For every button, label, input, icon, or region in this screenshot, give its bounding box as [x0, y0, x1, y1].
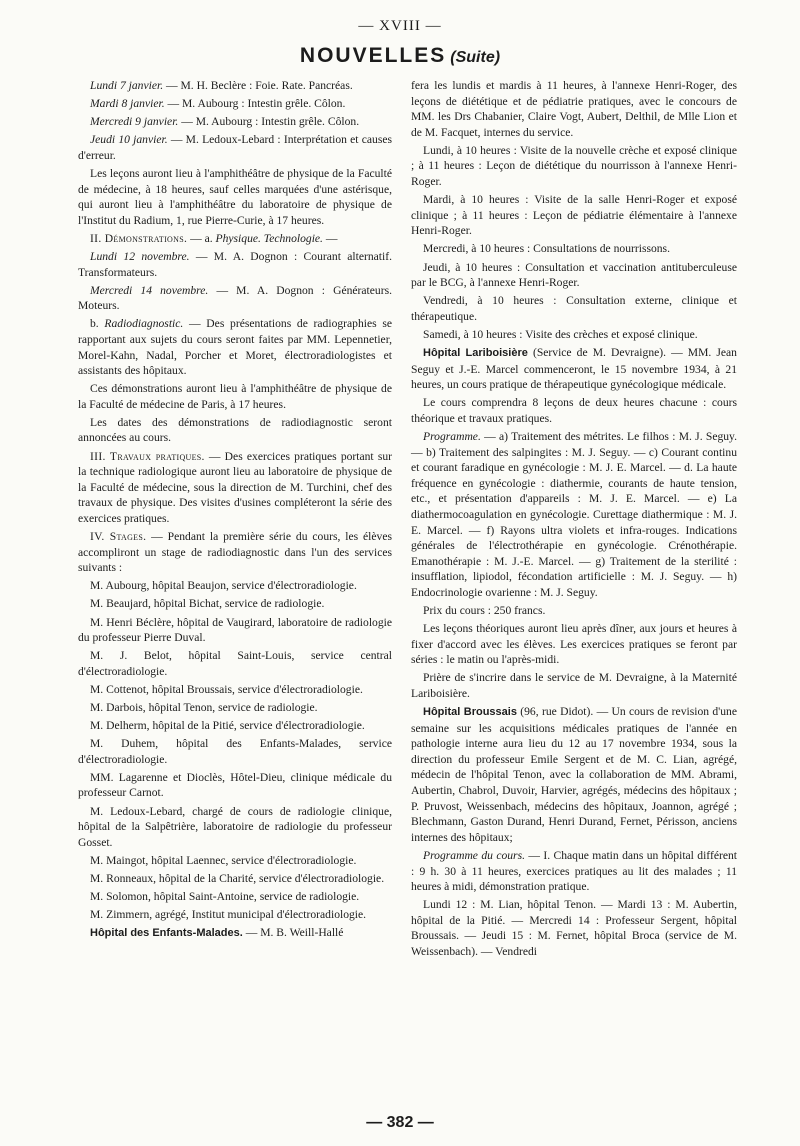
paragraph	[78, 114, 392, 130]
paragraph	[78, 166, 392, 228]
item-letter: — a.	[187, 231, 216, 245]
paragraph-text: — M. A. Dognon : Courant alternatif. Transformateurs.	[78, 249, 392, 279]
paragraph	[411, 327, 737, 343]
paragraph-text: MM. Lagarenne et Dioclès, Hôtel-Dieu, clinique médicale du professeur Carnot.	[78, 770, 392, 800]
paragraph	[78, 804, 392, 851]
section-title	[0, 44, 800, 68]
paragraph	[78, 889, 392, 905]
paragraph-text: Prière de s'incrire dans le service de M. Devraigne, à la Maternité Lariboisière.	[411, 671, 737, 700]
paragraph-text: — M. H. Beclère : Foie. Rate. Pancréas.	[163, 79, 353, 92]
italic-label: Jeudi 10 janvier.	[90, 133, 168, 147]
paragraph-text: — I. Chaque matin dans un hôpital différent : 9 h. 30 à 11 heures, exercices pratiques au lit des malades ; 11 heures à midi, démonstration pratique.	[411, 848, 737, 894]
italic-label: Programme du cours.	[423, 848, 525, 862]
paragraph	[411, 293, 737, 324]
paragraph-text: M. Ronneaux, hôpital de la Charité, service d'électroradiologie.	[90, 871, 385, 885]
paragraph	[411, 897, 737, 959]
paragraph-text: Mercredi, à 10 heures : Consultations de nourrissons.	[423, 242, 670, 256]
right-column	[411, 78, 737, 962]
paragraph-text: — Des exercices pratiques portant sur la technique radiologique auront lieu au laboratoire de physique de la Faculté de médecine, sous la direction de M. Turchini, chef des travaux de physique. Des visites d'usines compléteront la série des exercices pratiques.	[78, 449, 392, 525]
paragraph	[411, 395, 737, 426]
left-column	[78, 78, 392, 944]
italic-label: Programme.	[423, 429, 481, 443]
paragraph	[78, 682, 392, 698]
paragraph-text: M. Darbois, hôpital Tenon, service de radiologie.	[90, 700, 318, 714]
section-label: III. Travaux pratiques.	[90, 449, 205, 463]
paragraph	[78, 700, 392, 716]
paragraph	[411, 241, 737, 257]
paragraph-text: Lundi 12 : M. Lian, hôpital Tenon. — Mardi 13 : M. Aubertin, hôpital de la Pitié. — Mercredi 14 : Professeur Sergent, hôpital Broussais. — Jeudi 15 : M. Fernet, hôpital Broca (service de M. Weissenbach). — Vendredi	[411, 898, 737, 958]
section-label: II. Démonstrations.	[90, 231, 188, 245]
italic-label: Mercredi 14 novembre.	[90, 283, 209, 297]
paragraph-text: M. Henri Béclère, hôpital de Vaugirard, laboratoire de radiologie du professeur Pierre Duval.	[78, 615, 392, 645]
paragraph	[78, 415, 392, 446]
paragraph-text: Les dates des démonstrations de radiodiagnostic seront annoncées au cours.	[78, 415, 392, 445]
paragraph-text: (96, rue Didot). — Un cours de revision d'une semaine sur les acquisitions médicales pratiques de l'année en pathologie interne aura lieu du 12 au 17 novembre 1934, sous la direction du professeur Emile Sergent et de M. C. Lian, agrégé, médecin de l'hôpital Tenon, avec la collaboration de MM. Abrami, Aubertin, Chabrol, Duvoir, Harvier, agrégés, médecins des hôpitaux ; P. Pruvost, Weissenbach, médecins des hôpitaux, Joannon, agrégé ; Blechmann, Gaston Durand, Henri Durand, Fernet, Périsson, anciens internes des hôpitaux;	[411, 705, 737, 844]
paragraph	[78, 231, 392, 247]
italic-label: Mercredi 9 janvier.	[90, 115, 179, 129]
heading-label: Hôpital Broussais	[423, 706, 517, 719]
paragraph-text: — M. Aubourg : Intestin grêle. Côlon.	[178, 115, 360, 129]
section-label: IV. Stages.	[90, 530, 147, 544]
paragraph	[78, 853, 392, 869]
paragraph	[411, 670, 737, 701]
paragraph-text: — M. A. Dognon : Générateurs. Moteurs.	[78, 283, 392, 313]
paragraph-text: Mardi, à 10 heures : Visite de la salle Henri-Roger et exposé clinique ; à 11 heures : Leçon de pédiatrie élémentaire à l'annexe Henri-Roger.	[411, 193, 737, 238]
paragraph	[78, 907, 392, 923]
paragraph	[78, 132, 392, 163]
paragraph	[78, 718, 392, 734]
italic-label: Physique. Technologie.	[215, 231, 323, 245]
paragraph-text: Prix du cours : 250 francs.	[423, 604, 546, 617]
paragraph	[411, 429, 737, 601]
paragraph	[78, 316, 392, 378]
paragraph	[78, 578, 392, 594]
paragraph	[78, 648, 392, 679]
paragraph-text: M. Duhem, hôpital des Enfants-Malades, service d'électroradiologie.	[78, 737, 392, 766]
paragraph	[78, 925, 392, 942]
paragraph	[411, 260, 737, 291]
paragraph-text: Jeudi, à 10 heures : Consultation et vaccination antituberculeuse par le BCG, à l'annexe Henri-Roger.	[411, 260, 737, 290]
italic-label: Lundi 7 janvier.	[90, 79, 164, 92]
paragraph-text: Samedi, à 10 heures : Visite des crèches et exposé clinique.	[423, 327, 698, 341]
paragraph	[411, 78, 737, 140]
section-title-main: NOUVELLES	[299, 44, 447, 67]
paragraph	[78, 529, 392, 576]
paragraph	[78, 615, 392, 646]
paragraph	[78, 770, 392, 801]
paragraph-text: Ces démonstrations auront lieu à l'amphithéâtre de physique de la Faculté de médecine de Paris, à 17 heures.	[78, 382, 392, 411]
paragraph	[411, 143, 737, 190]
paragraph-text: —	[322, 231, 338, 245]
paragraph-text: M. Ledoux-Lebard, chargé de cours de radiologie clinique, hôpital de la Salpêtrière, laboratoire de radiologie du professeur Gosset.	[78, 804, 392, 849]
paragraph-text: Les leçons auront lieu à l'amphithéâtre de physique de la Faculté de médecine, à 18 heures, sauf celles marquées d'une astérisque, qui auront lieu à l'amphithéâtre du laboratoire de physique de l'Institut du Radium, 1, rue Pierre-Curie, à 17 heures.	[78, 166, 392, 227]
paragraph	[411, 848, 737, 895]
paragraph-text: Les leçons théoriques auront lieu après dîner, aux jours et heures à fixer d'accord avec les élèves. Les exercices pratiques se feront par séries : le matin ou l'après-midi.	[411, 622, 737, 667]
paragraph-text: Lundi, à 10 heures : Visite de la nouvelle crèche et exposé clinique ; à 11 heures : Leçon de diététique du nourrisson à l'annexe Henri-Roger.	[411, 143, 737, 189]
paragraph-text: M. Solomon, hôpital Saint-Antoine, service de radiologie.	[90, 890, 360, 903]
paragraph-text: M. Aubourg, hôpital Beaujon, service d'électroradiologie.	[90, 579, 357, 593]
paragraph-text: M. Cottenot, hôpital Broussais, service d'électroradiologie.	[90, 682, 363, 696]
paragraph	[411, 603, 737, 619]
italic-label: Mardi 8 janvier.	[90, 97, 165, 111]
paragraph-text: fera les lundis et mardis à 11 heures, à l'annexe Henri-Roger, des leçons de diététique et de pédiatrie pratiques, avec le concours de MM. les Drs Chabanier, Claire Vogt, Aubert, Delthil, de Mlle Lion et de M. Facquet, internes du service.	[411, 79, 737, 139]
paragraph	[411, 192, 737, 239]
paragraph-text: M. Maingot, hôpital Laennec, service d'électroradiologie.	[90, 853, 357, 867]
paragraph-text: — Des présentations de radiographies se rapportant aux sujets du cours seront faites par MM. Lepennetier, Morel-Kahn, Nadal, Porcher et Moret, électroradiologistes et assistants des hôpitaux.	[78, 317, 393, 378]
heading-label: Hôpital des Enfants-Malades.	[90, 927, 243, 940]
paragraph-text: M. Zimmern, agrégé, Institut municipal d'électroradiologie.	[90, 908, 367, 922]
paragraph-text: — M. Ledoux-Lebard : Interprétation et causes d'erreur.	[78, 133, 393, 162]
paragraph-text: — a) Traitement des métrites. Le filhos : M. J. Seguy. — b) Traitement des salpingites : M. J. Seguy. — c) Courant continu et courant faradique en gynécologie : M. J. E. Marcel. — d. La haute fréquence en gynécologie : diathermie, courants de haute tension, etc., et présentation d'appareils : M. J. E. Marcel. — e) La diathermocoagulation en gynécologie. Curettage diathermique : M. J. E. Marcel. — f) Rayons ultra violets et infra-rouges. Indications générales de l'électrothérapie en gynécologie. Crénothérapie. Emanothérapie : M. J.-E. Marcel. — g) Traitement de la sterilité : insufflation, lipiodol, fécondation artificielle : M. J. Seguy. — h) Endocrinologie ovarienne : M. J. Seguy.	[411, 429, 737, 599]
paragraph	[78, 78, 392, 94]
paragraph	[78, 871, 392, 887]
italic-label: Radiodiagnostic.	[104, 317, 184, 331]
heading-label: Hôpital Lariboisière	[423, 347, 528, 359]
page-number: — 382 —	[366, 1114, 434, 1131]
page-roman-numeral: — XVIII —	[358, 18, 442, 34]
paragraph	[78, 736, 392, 767]
paragraph	[78, 96, 392, 112]
paragraph	[78, 283, 392, 314]
paragraph-text: (Service de M. Devraigne). — MM. Jean Seguy et J.-E. Marcel commenceront, le 15 novembre 1934, à 21 heures, un cours pratique de thérapeutique gynécologique médicale.	[411, 346, 737, 392]
paragraph	[78, 596, 392, 612]
paragraph	[78, 381, 392, 412]
item-letter: b.	[90, 317, 105, 331]
paragraph	[78, 449, 392, 527]
paragraph	[78, 249, 392, 280]
paragraph	[411, 345, 737, 393]
paragraph-text: Vendredi, à 10 heures : Consultation externe, clinique et thérapeutique.	[411, 294, 737, 323]
italic-label: Lundi 12 novembre.	[90, 249, 190, 263]
paragraph-text: M. Delherm, hôpital de la Pitié, service d'électroradiologie.	[90, 719, 365, 733]
paragraph-text: M. J. Belot, hôpital Saint-Louis, service central d'électroradiologie.	[78, 649, 392, 678]
paragraph-text: — M. Aubourg : Intestin grêle. Côlon.	[164, 97, 346, 111]
paragraph-text: Le cours comprendra 8 leçons de deux heures chacune : cours théorique et travaux pratiques.	[411, 396, 737, 425]
paragraph	[411, 621, 737, 668]
paragraph-text: — M. B. Weill-Hallé	[242, 926, 344, 940]
paragraph	[411, 704, 737, 845]
section-title-suite: (Suite)	[450, 49, 501, 66]
paragraph-text: M. Beaujard, hôpital Bichat, service de radiologie.	[90, 597, 325, 611]
paragraph-text: — Pendant la première série du cours, les élèves accompliront un stage de radiodiagnostic dans l'un des services suivants :	[78, 530, 392, 575]
